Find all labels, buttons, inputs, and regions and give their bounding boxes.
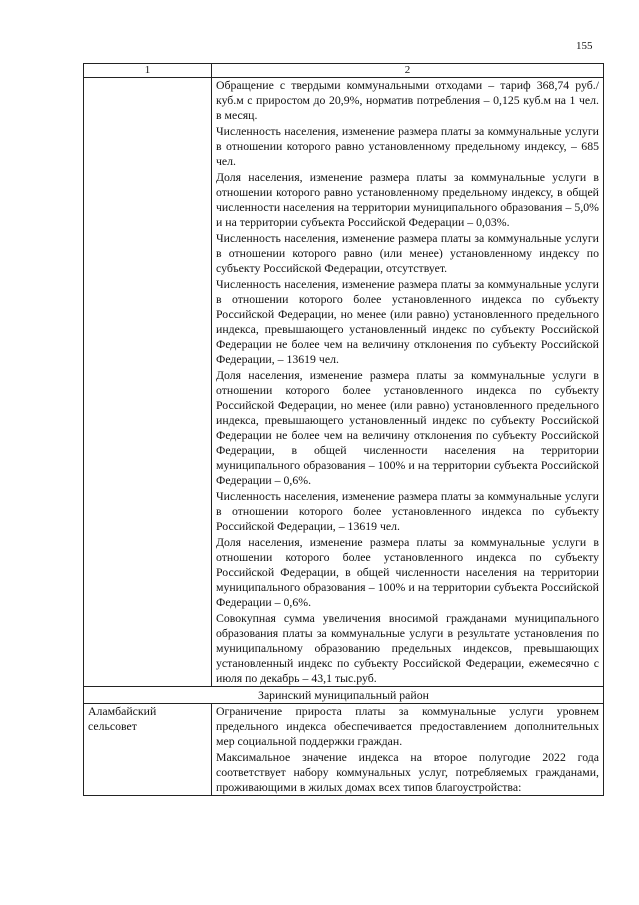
row1-label-cell — [84, 78, 212, 687]
paragraph-share-within-deviation: Доля населения, изменение размера платы за коммунальные услуги в отношении которого более установленного индекса по субъекту Российской Федерации, но менее (или равно) установленного предельного индекса, превышающего установленный индекс по субъекту Российской Федерации не более чем на величину отклонения по субъекту Российской Федерации, в общей численности населения на территории муниципального образования – 100% и на территории субъекта Российской Федерации – 0,6%. — [216, 368, 599, 487]
table-row — [84, 704, 604, 796]
header-col-1: 1 — [84, 64, 212, 78]
row2-label-cell: Аламбайский сельсовет — [84, 704, 212, 796]
district-heading-row — [84, 687, 604, 704]
paragraph-waste-tariff: Обращение с твердыми коммунальными отходами – тариф 368,74 руб./куб.м с приростом до 20,9%, норматив потребления – 0,125 куб.м на 1 чел. в месяц. — [216, 78, 599, 122]
header-col-2: 2 — [212, 64, 604, 78]
paragraph-population-within-deviation: Численность населения, изменение размера платы за коммунальные услуги в отношении которого более установленного индекса по субъекту Российской Федерации, но менее (или равно) установленного предельного индекса, превышающего установленный индекс по субъекту Российской Федерации не более чем на величину отклонения по субъекту Российской Федерации, – 13619 чел. — [216, 277, 599, 366]
district-heading: Заринский муниципальный район — [84, 687, 604, 704]
table-header-row — [84, 64, 604, 78]
paragraph-max-index: Максимальное значение индекса на второе полугодие 2022 года соответствует набору коммунальных услуг, потребляемых гражданами, проживающими в жилых домах всех типов благоустройства: — [216, 750, 599, 794]
paragraph-population-below-index: Численность населения, изменение размера платы за коммунальные услуги в отношении которого равно (или менее) установленному индексу по субъекту Российской Федерации, отсутствует. — [216, 231, 599, 275]
data-table — [83, 63, 604, 796]
paragraph-growth-limitation: Ограничение прироста платы за коммунальные услуги уровнем предельного индекса обеспечивается предоставлением дополнительных мер социальной поддержки граждан. — [216, 704, 599, 748]
paragraph-population-equal-index: Численность населения, изменение размера платы за коммунальные услуги в отношении которого равно установленному предельному индексу, – 685 чел. — [216, 124, 599, 168]
page-number: 155 — [576, 40, 593, 52]
paragraph-population-above-index: Численность населения, изменение размера платы за коммунальные услуги в отношении которого более установленного индекса по субъекту Российской Федерации, – 13619 чел. — [216, 489, 599, 533]
paragraph-share-above-index: Доля населения, изменение размера платы за коммунальные услуги в отношении которого более установленного индекса по субъекту Российской Федерации, в общей численности населения на территории муниципального образования – 100% и на территории субъекта Российской Федерации – 0,6%. — [216, 535, 599, 609]
row1-content-cell — [212, 78, 604, 687]
paragraph-share-equal-index: Доля населения, изменение размера платы за коммунальные услуги в отношении которого равно установленному предельному индексу, в общей численности населения на территории муниципального образования – 5,0% и на территории субъекта Российской Федерации – 0,03%. — [216, 170, 599, 229]
row2-content-cell — [212, 704, 604, 796]
table-row — [84, 78, 604, 687]
paragraph-total-increase: Совокупная сумма увеличения вносимой гражданами муниципального образования платы за коммунальные услуги в результате установления по муниципальному образованию предельных индексов, превышающих установленный индекс по субъекту Российской Федерации, ежемесячно с июля по декабрь – 43,1 тыс.руб. — [216, 611, 599, 685]
